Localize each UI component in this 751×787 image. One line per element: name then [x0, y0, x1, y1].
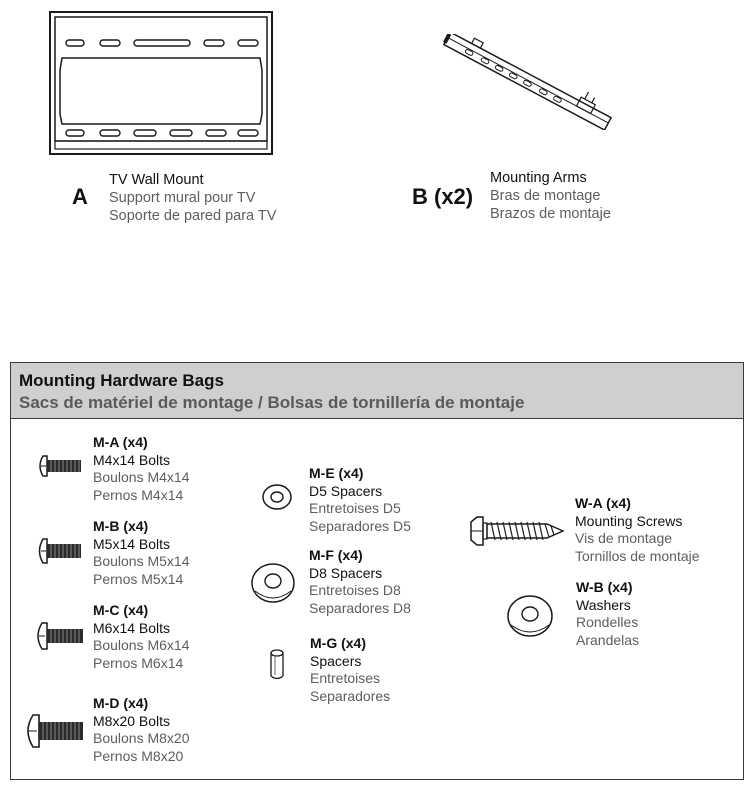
part-m-a [93, 434, 190, 504]
part-m-d [93, 695, 190, 765]
spacer-m-f-icon [249, 561, 297, 605]
part-m-c-code: M-C (x4) [93, 602, 149, 618]
part-m-a-code: M-A (x4) [93, 434, 148, 450]
part-m-c [93, 602, 190, 672]
part-m-b-name-es: Pernos M5x14 [93, 570, 184, 587]
part-m-d-name-es: Pernos M8x20 [93, 747, 184, 764]
part-w-b-name-fr: Rondelles [576, 614, 639, 630]
part-w-a-name-en: Mounting Screws [575, 512, 683, 529]
part-m-b [93, 518, 190, 588]
bolt-m-b-icon [35, 537, 85, 565]
part-m-b-code: M-B (x4) [93, 518, 149, 534]
part-m-a-name-en: M4x14 Bolts [93, 451, 171, 468]
part-w-a [575, 495, 700, 565]
component-a-name-fr: Support mural pour TV [109, 190, 256, 206]
part-m-c-name-en: M6x14 Bolts [93, 619, 171, 636]
part-m-g-code: M-G (x4) [310, 635, 366, 651]
part-m-e [309, 465, 411, 535]
part-m-g [310, 635, 390, 705]
component-a-letter: A [72, 184, 88, 209]
spacer-m-e-icon [261, 481, 293, 513]
screw-w-a-icon [467, 513, 567, 549]
part-m-d-code: M-D (x4) [93, 695, 149, 711]
component-a-label [109, 171, 276, 225]
component-b-name-en: Mounting Arms [490, 170, 587, 186]
part-m-a-name-es: Pernos M4x14 [93, 486, 184, 503]
part-m-f-name-fr: Entretoises D8 [309, 582, 401, 598]
hardware-bags-title: Mounting Hardware Bags [19, 371, 224, 390]
part-m-f-code: M-F (x4) [309, 547, 363, 563]
part-m-a-name-fr: Boulons M4x14 [93, 469, 190, 485]
part-m-b-name-en: M5x14 Bolts [93, 535, 171, 552]
tv-wall-mount-illustration [48, 10, 278, 160]
part-m-g-name-en: Spacers [310, 652, 362, 669]
part-w-a-name-fr: Vis de montage [575, 530, 673, 546]
part-m-e-name-en: D5 Spacers [309, 482, 383, 499]
part-w-b [576, 579, 639, 649]
hardware-bags-header [11, 363, 743, 419]
hardware-bags-subtitle: Sacs de matériel de montage / Bolsas de tornillería de montaje [19, 393, 525, 412]
component-a-name-en: TV Wall Mount [109, 172, 204, 188]
bolt-m-d-icon [23, 713, 87, 749]
part-m-f [309, 547, 411, 617]
part-m-c-name-fr: Boulons M6x14 [93, 637, 190, 653]
part-m-g-name-es: Separadores [310, 687, 391, 704]
component-b-label [490, 169, 611, 223]
part-m-b-name-fr: Boulons M5x14 [93, 553, 190, 569]
part-m-d-name-fr: Boulons M8x20 [93, 730, 190, 746]
part-m-g-name-fr: Entretoises [310, 670, 381, 686]
washer-w-b-icon [505, 593, 555, 639]
hardware-bags-panel [10, 362, 744, 780]
part-m-d-name-en: M8x20 Bolts [93, 712, 171, 729]
part-w-a-name-es: Tornillos de montaje [575, 547, 700, 564]
component-a-name-es: Soporte de pared para TV [109, 208, 277, 224]
part-m-f-name-es: Separadores D8 [309, 599, 411, 616]
part-m-e-name-es: Separadores D5 [309, 517, 411, 534]
part-w-b-name-en: Washers [576, 596, 631, 613]
part-m-e-name-fr: Entretoises D5 [309, 500, 401, 516]
part-m-e-code: M-E (x4) [309, 465, 364, 481]
part-w-b-code: W-B (x4) [576, 579, 633, 595]
part-w-a-code: W-A (x4) [575, 495, 631, 511]
spacer-m-g-icon [268, 649, 286, 681]
part-m-c-name-es: Pernos M6x14 [93, 654, 184, 671]
mounting-arm-illustration [432, 34, 622, 130]
component-b-name-fr: Bras de montage [490, 188, 601, 204]
bolt-m-c-icon [33, 621, 87, 651]
part-w-b-name-es: Arandelas [576, 631, 640, 648]
bolt-m-a-icon [35, 453, 85, 479]
part-m-f-name-en: D8 Spacers [309, 564, 383, 581]
component-b-letter: B (x2) [412, 184, 474, 209]
component-b-name-es: Brazos de montaje [490, 206, 611, 222]
